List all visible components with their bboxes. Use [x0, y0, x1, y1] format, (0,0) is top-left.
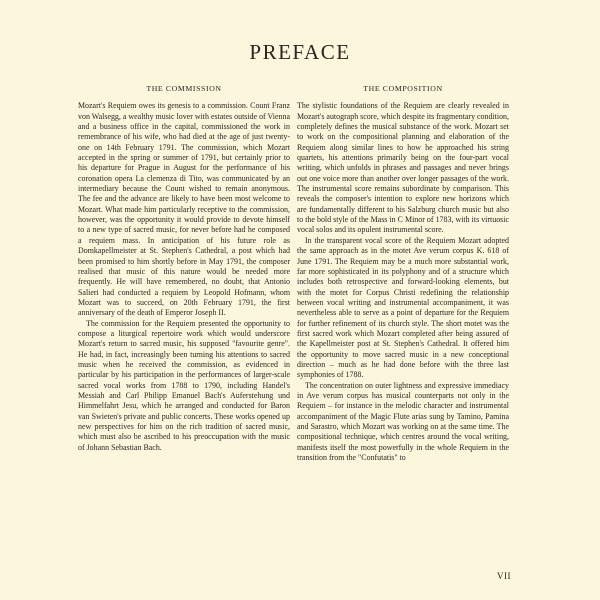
composition-column — [297, 84, 509, 463]
composition-paragraph-3: The concentration on outer lightness and expressive immediacy in Ave verum corpus has musical counterparts not only in the Requiem – for instance in the melodic character and instrumental accompaniment of the Magic Flute arias sung by Tamino, Pamina and Sarastro, which Mozart was working on at the same time. The compositional technique, which centres around the vocal writing, manifests itself the most powerfully in the whole Requiem in the transition from the "Confutatis" to — [297, 380, 509, 463]
page-number: VII — [497, 571, 511, 581]
commission-paragraph-1: Mozart's Requiem owes its genesis to a commission. Count Franz von Walsegg, a wealthy music lover with estates outside of Vienna and a business office in the capital, commissioned the work in remembrance of his wife, who had died at the age of just twenty-one on 14th February 1791. The commission, which Mozart accepted in the spring or summer of 1791, but certainly prior to his departure for Prague in August for the performance of his coronation opera La clemenza di Tito, was communicated by an intermediary because the Count wished to remain anonymous. The fee and the advance are likely to have been most welcome to Mozart. What made him particularly receptive to the commission, however, was the opportunity it would provide to devote himself to a new type of sacred music, for never before had he composed a requiem mass. In anticipation of his future role as Domkapellmeister at St. Stephen's Cathedral, a post which had been promised to him shortly before in May 1791, the composer realised that music of this nature would be needed more frequently. He will have remembered, no doubt, that Antonio Salieri had conducted a requiem by Leopold Hofmann, whom Mozart was to succeed, on 20th February 1791, the first anniversary of the death of Emperor Joseph II. — [78, 101, 290, 318]
commission-column — [78, 84, 290, 453]
composition-paragraph-1: The stylistic foundations of the Requiem are clearly revealed in Mozart's autograph score, which despite its fragmentary condition, completely defines the musical substance of the work. Mozart set to work on the compositional planning and elaboration of the Requiem along similar lines to how he approached his string quartets, his attentions primarily being on the four-part vocal writing, which unfolds in phrases and passages and never brings out one voice more than another over longer passages of the work. The instrumental score remains subordinate by comparison. This reveals the composer's intention to explore new horizons which are fundamentally different to his Salzburg church music but also to the bold style of the Mass in C Minor of 1783, with its virtuosic vocal solos and its opulent instrumental score. — [297, 101, 509, 235]
page-title: PREFACE — [249, 40, 351, 64]
composition-heading: THE COMPOSITION — [363, 84, 443, 93]
commission-paragraph-2: The commission for the Requiem presented the opportunity to compose a liturgical repertoire work which would underscore Mozart's return to sacred music, his supposed "favourite genre". He had, in fact, increasingly been turning his attentions to sacred music when he received the commission, as evidenced in particular by his participation in the performances of larger-scale sacred vocal works from 1788 to 1790, including Handel's Messiah and Carl Philipp Emanuel Bach's Auferstehung und Himmelfahrt Jesu, which he arranged and conducted for Baron van Swieten's private and public concerts. These works opened up new perspectives for him on the rich tradition of sacred music, which must also be ascribed to his preoccupation with the music of Johann Sebastian Bach. — [78, 318, 290, 452]
commission-heading: THE COMMISSION — [146, 84, 222, 93]
composition-paragraph-2: In the transparent vocal score of the Requiem Mozart adopted the same approach as in the motet Ave verum corpus K. 618 of June 1791. The Requiem may be a much more substantial work, far more sophisticated in its polyphony and of a structure which includes both retrospective and forward-looking elements, but with the motet for Corpus Christi redefining the relationship between vocal writing and instrumental accompaniment, it was nevertheless able to serve as a point of departure for the Requiem for further refinement of its church style. The short motet was the first sacred work which Mozart completed after being assured of the Kapellmeister post at St. Stephen's Cathedral. It offered him the opportunity to move sacred music in a new conceptional direction – much as he had done before with the three last symphonies of 1788. — [297, 235, 509, 380]
